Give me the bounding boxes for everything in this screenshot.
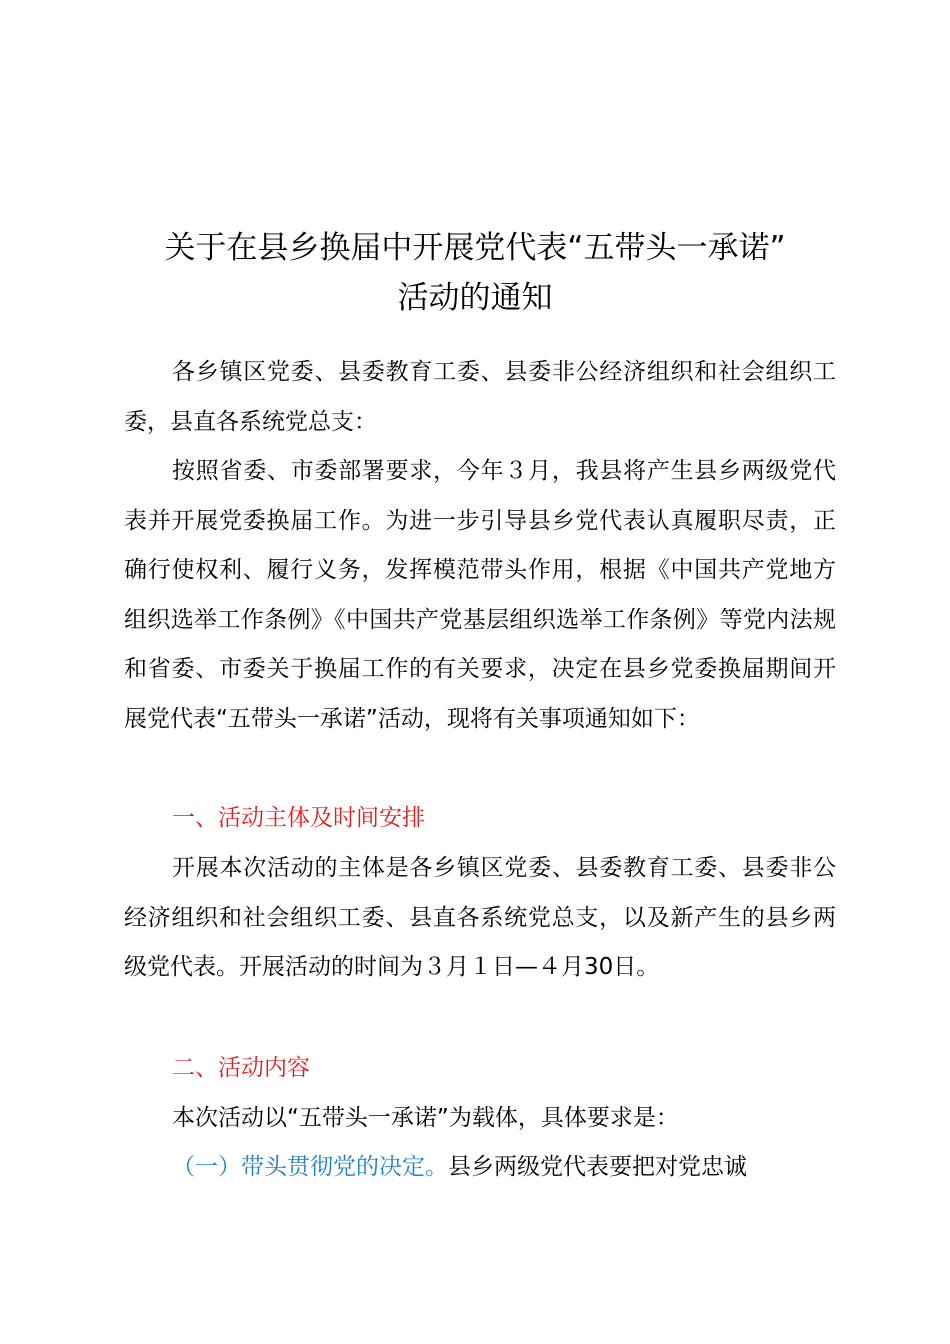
section-heading-activity-content: 二、活动内容 xyxy=(172,1055,310,1081)
content-item-1-body: 县乡两级党代表要把对党忠诚 xyxy=(448,1154,747,1180)
intro-paragraph: 按照省委、市委部署要求，今年３月，我县将产生县乡两级党代表并开展党委换届工作。为进一步引导县乡党代表认真履职尽责，正确行使权利、履行义务，发挥模范带头作用，根据《中国共产党地方组织选举工作条例》《中国共产党基层组织选举工作条例》等党内法规和省委、市委关于换届工作的有关要求，决定在县乡党委换届期间开展党代表“五带头一承诺”活动，现将有关事项通知如下： xyxy=(124,458,836,732)
content-item-1 xyxy=(124,1143,836,1193)
document-title-line-1: 关于在县乡换届中开展党代表“五带头一承诺” xyxy=(164,230,786,266)
document-title-line-2: 活动的通知 xyxy=(397,280,553,316)
activity-subject-paragraph: 开展本次活动的主体是各乡镇区党委、县委教育工委、县委非公经济组织和社会组织工委、县直各系统党总支，以及新产生的县乡两级党代表。开展活动的时间为３月１日—４月30日。 xyxy=(124,855,836,981)
salutation-paragraph: 各乡镇区党委、县委教育工委、县委非公经济组织和社会组织工委，县直各系统党总支： xyxy=(124,359,836,435)
activity-content-intro: 本次活动以“五带头一承诺”为载体，具体要求是： xyxy=(172,1105,679,1131)
section-heading-activity-subject: 一、活动主体及时间安排 xyxy=(172,805,425,831)
content-item-1-heading: （一）带头贯彻党的决定。 xyxy=(172,1154,448,1180)
